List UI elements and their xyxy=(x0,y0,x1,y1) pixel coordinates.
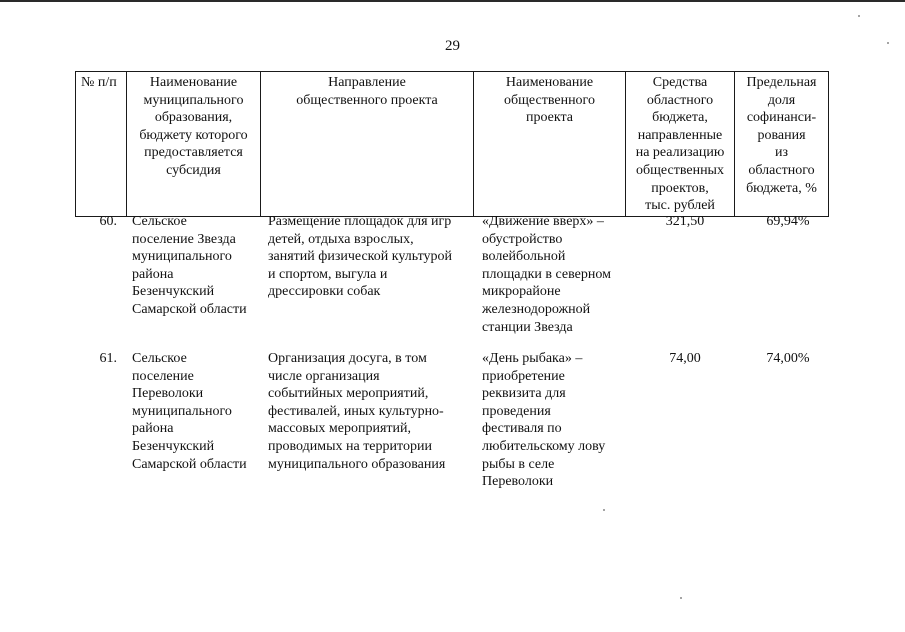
header-number: № п/п xyxy=(76,72,127,217)
municipality-cell: Сельское поселение Звезда муниципального района Безенчукский Самарской области xyxy=(132,214,247,317)
row-number: 60. xyxy=(99,214,117,229)
direction-cell: Организация досуга, в том числе организация событийных мероприятий, фестивалей, иных культурно- массовых мероприятий, проводимых на территории муниципального образования xyxy=(268,351,446,472)
funds-cell: 321,50 xyxy=(665,214,705,229)
municipality-cell: Сельское поселение Переволоки муниципального района Безенчукский Самарской области xyxy=(132,351,247,472)
row-number: 61. xyxy=(99,351,117,366)
scan-speck xyxy=(603,509,605,511)
project-cell: «День рыбака» – приобретение реквизита для проведения фестиваля по любительскому лову рыбы в селе Переволоки xyxy=(482,351,606,490)
table-header xyxy=(75,71,829,217)
share-cell: 69,94% xyxy=(766,214,810,229)
scan-speck xyxy=(858,15,860,17)
scan-speck xyxy=(887,42,889,44)
header-funds: Средства областного бюджета, направленные на реализацию общественных проектов, тыс. рублей xyxy=(626,72,735,217)
header-municipality: Наименование муниципального образования, бюджету которого предоставляется субсидия xyxy=(127,72,261,217)
header-project-name: Наименование общественного проекта xyxy=(474,72,626,217)
direction-cell: Размещение площадок для игр детей, отдыха взрослых, занятий физической культурой и спортом, выгула и дрессировки собак xyxy=(268,214,453,300)
scan-speck xyxy=(680,597,682,599)
page-top-edge xyxy=(0,0,905,2)
funds-cell: 74,00 xyxy=(669,351,701,366)
header-share: Предельная доля софинанси- рования из областного бюджета, % xyxy=(735,72,829,217)
project-cell: «Движение вверх» – обустройство волейбольной площадки в северном микрорайоне железнодорожной станции Звезда xyxy=(482,214,611,335)
share-cell: 74,00% xyxy=(766,351,810,366)
header-direction: Направление общественного проекта xyxy=(261,72,474,217)
page-number: 29 xyxy=(445,38,460,54)
header-row xyxy=(76,72,829,217)
